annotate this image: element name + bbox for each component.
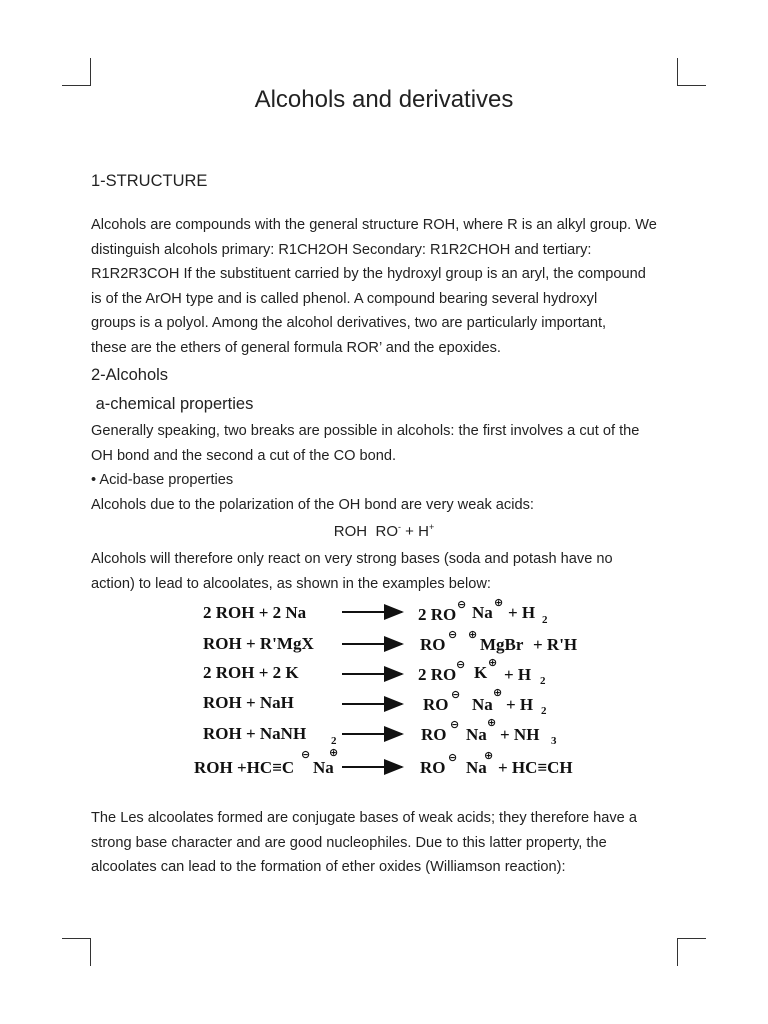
reaction-subscript: 2	[542, 614, 548, 626]
minus-charge-icon: ⊖	[456, 659, 466, 671]
reaction-product-a: RO	[421, 725, 447, 744]
paragraph-line: Generally speaking, two breaks are possible in alcohols: the first involves a cut of the	[91, 423, 640, 439]
reaction-product-a: RO	[423, 695, 449, 714]
eq-product1: RO	[375, 523, 398, 540]
reaction-left: ROH + R'MgX	[203, 634, 314, 653]
minus-charge-icon: ⊖	[450, 719, 460, 731]
reaction-product-a: RO	[420, 635, 446, 654]
reaction-product-b: Na	[466, 725, 487, 744]
reaction-subscript: 3	[551, 735, 557, 747]
subheading-chemical-properties: a-chemical properties	[91, 395, 254, 413]
reaction-product-b: Na	[472, 695, 493, 714]
reaction-product-b: Na	[466, 758, 487, 777]
reaction-product-b: MgBr	[480, 635, 524, 654]
reaction-subscript: 2	[540, 675, 546, 687]
reaction-left-b: Na	[313, 758, 334, 777]
closing-paragraph	[91, 806, 681, 880]
reaction-product-b: K	[474, 663, 488, 682]
eq-plus: +	[405, 523, 414, 540]
plus-charge-icon: ⊕	[468, 629, 478, 641]
paragraph-line: Alcohols are compounds with the general structure ROH, where R is an alkyl group. We	[91, 217, 657, 233]
minus-charge-icon: ⊖	[448, 629, 458, 641]
reaction-product-a: RO	[420, 758, 446, 777]
paragraph-line: groups is a polyol. Among the alcohol derivatives, two are particularly important,	[91, 315, 607, 332]
paragraph-line: alcoolates can lead to the formation of ether oxides (Williamson reaction):	[91, 859, 566, 876]
plus-charge-icon: ⊕	[329, 747, 339, 759]
reaction-row-6	[194, 747, 573, 777]
reaction-product-a: 2 RO	[418, 665, 457, 684]
plus-charge-icon: ⊕	[494, 597, 504, 609]
section-heading-alcohols: 2-Alcohols	[91, 366, 169, 384]
paragraph-line: OH bond and the second a cut of the CO bond.	[91, 447, 397, 464]
reaction-left: ROH +HC≡C	[194, 758, 295, 777]
minus-charge-icon: ⊖	[301, 749, 311, 761]
reaction-product-a: 2 RO	[418, 605, 457, 624]
eq-charge2: +	[428, 522, 435, 532]
paragraph-line: these are the ethers of general formula ROR’ and the epoxides.	[91, 339, 501, 356]
paragraph-line: R1R2R3COH If the substituent carried by the hydroxyl group is an aryl, the compound	[91, 266, 646, 283]
paragraph-line: strong base character and are good nucleophiles. Due to this latter property, the	[91, 834, 607, 851]
paragraph-line: The Les alcoolates formed are conjugate bases of weak acids; they therefore have a	[91, 810, 637, 826]
paragraph-line: is of the ArOH type and is called phenol. A compound bearing several hydroxyl	[91, 290, 598, 307]
reaction-subscript: 2	[541, 705, 547, 717]
reaction-left: 2 ROH + 2 K	[203, 663, 299, 682]
reaction-product-c: + H	[506, 695, 534, 714]
eq-charge1: -	[397, 522, 401, 532]
section-heading-structure: 1-STRUCTURE	[91, 172, 208, 190]
bullet-acid-base: • Acid-base properties	[91, 472, 234, 489]
reaction-row-2	[203, 629, 577, 654]
reaction-row-5	[203, 717, 557, 747]
reaction-product-c: + NH	[500, 725, 540, 744]
eq-product2: H	[418, 523, 429, 540]
reaction-row-3	[203, 657, 546, 687]
eq-reactant: ROH	[333, 523, 368, 540]
page-title: Alcohols and derivatives	[254, 86, 514, 113]
paragraph-line: action) to lead to alcoolates, as shown in the examples below:	[91, 575, 491, 592]
plus-charge-icon: ⊕	[484, 750, 494, 762]
plus-charge-icon: ⊕	[487, 717, 497, 729]
minus-charge-icon: ⊖	[451, 689, 461, 701]
paragraph-line: Alcohols will therefore only react on very strong bases (soda and potash have no	[91, 551, 613, 567]
reaction-left: ROH + NaH	[203, 693, 294, 712]
reaction-left-subscript: 2	[331, 735, 337, 747]
reaction-row-1	[203, 597, 548, 626]
reaction-product-c: + H	[508, 603, 536, 622]
reaction-row-4	[203, 687, 547, 717]
minus-charge-icon: ⊖	[448, 752, 458, 764]
plus-charge-icon: ⊕	[493, 687, 503, 699]
reaction-left: 2 ROH + 2 Na	[203, 603, 307, 622]
reaction-product-b: Na	[472, 603, 493, 622]
minus-charge-icon: ⊖	[457, 599, 467, 611]
reaction-product-c: + R'H	[533, 635, 578, 654]
plus-charge-icon: ⊕	[488, 657, 498, 669]
paragraph-line: Alcohols due to the polarization of the OH bond are very weak acids:	[91, 496, 534, 513]
reaction-product-c: + HC≡CH	[498, 758, 573, 777]
paragraph-line: distinguish alcohols primary: R1CH2OH Secondary: R1R2CHOH and tertiary:	[91, 241, 592, 258]
reaction-product-c: + H	[504, 665, 532, 684]
reaction-left: ROH + NaNH	[203, 724, 307, 743]
